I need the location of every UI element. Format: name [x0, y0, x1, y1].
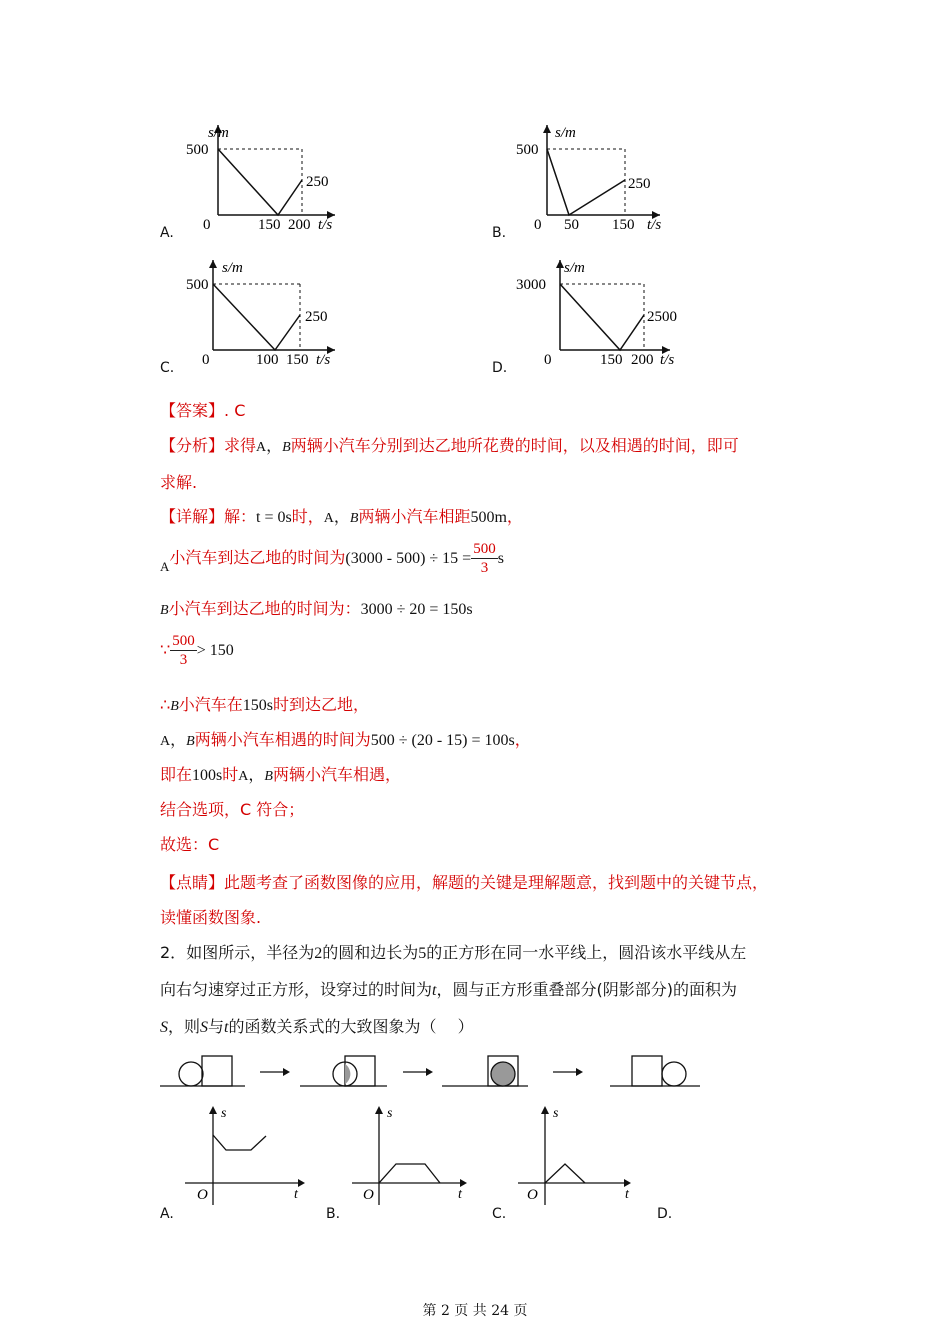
svg-text:s: s [553, 1106, 559, 1121]
s-max: 500 [186, 277, 209, 293]
tick-0: 0 [544, 352, 552, 368]
detail-line-1: 【详解】解：t = 0s时，A，B两辆小汽车相距500m， [160, 507, 523, 526]
arrow-icon [403, 1068, 433, 1076]
s-end: 250 [628, 176, 651, 192]
q1-graphs [150, 115, 750, 380]
s-unit: s/m [555, 125, 576, 141]
tick-1: 50 [564, 217, 579, 233]
arrow-icon [553, 1068, 583, 1076]
tick-1: 150 [258, 217, 281, 233]
s-end: 2500 [647, 309, 677, 325]
s-end: 250 [306, 174, 329, 190]
option-c-label[interactable]: C. [160, 360, 175, 376]
tick-0: 0 [202, 352, 210, 368]
page-footer: 第 2 页 共 24 页 [422, 1303, 528, 1319]
graph-c [186, 260, 335, 368]
svg-text:s: s [387, 1106, 393, 1121]
tick-1: 100 [256, 352, 279, 368]
answer-text: . C [224, 401, 246, 420]
tick-2: 150 [286, 352, 309, 368]
s-unit: s/m [208, 125, 229, 141]
svg-text:O: O [197, 1187, 208, 1203]
detail-line-8: 结合选项，C 符合； [160, 800, 305, 819]
tick-2: 200 [288, 217, 311, 233]
comment-line-1: 【点睛】此题考查了函数图像的应用，解题的关键是理解题意，找到题中的关键节点， [160, 873, 769, 892]
tick-2: 200 [631, 352, 654, 368]
svg-text:t: t [458, 1187, 462, 1202]
q2-graph-a [185, 1106, 305, 1205]
tick-0: 0 [203, 217, 211, 233]
analysis-line-2: 求解. [160, 473, 198, 492]
q2-line-1: 2．如图所示，半径为2的圆和边长为5的正方形在同一水平线上，圆沿该水平线从左 [160, 943, 747, 962]
fraction: $\frac{500}{3}$ [473, 541, 496, 576]
svg-text:O: O [363, 1187, 374, 1203]
q2-line-2: 向右匀速穿过正方形，设穿过的时间为t，圆与正方形重叠部分(阴影部分)的面积为 [160, 980, 737, 999]
option-a-label[interactable]: A. [160, 225, 174, 241]
svg-text:t: t [294, 1187, 298, 1202]
s-unit: s/m [222, 260, 243, 276]
graph-b [516, 125, 661, 233]
s-unit: s/m [564, 260, 585, 276]
tick-2: 150 [612, 217, 635, 233]
graph-d [516, 260, 677, 368]
q2-option-c[interactable]: C. [492, 1206, 507, 1222]
analysis-line: 【分析】求得A，B两辆小汽车分别到达乙地所花费的时间，以及相遇的时间，即可 [160, 436, 739, 455]
stage-4 [610, 1056, 700, 1086]
analysis-tag: 【分析】 [160, 436, 225, 455]
detail-line-6: A，B两辆小汽车相遇的时间为500 ÷ (20 - 15) = 100s， [160, 730, 531, 749]
t-unit: t/s [316, 352, 331, 368]
option-d-label[interactable]: D. [492, 360, 508, 376]
detail-line-3: B小汽车到达乙地的时间为：3000 ÷ 20 = 150s [160, 599, 473, 618]
s-end: 250 [305, 309, 328, 325]
detail-line-2: $_A$小汽车到达乙地的时间为(3000 - 500) ÷ 15 = $\frac{500}{3}$ s [160, 541, 504, 576]
svg-text:O: O [527, 1187, 538, 1203]
detail-line-4: ∵ $\frac{500}{3}$ > 150 [160, 633, 234, 668]
svg-text:t: t [625, 1187, 629, 1202]
detail-line-9: 故选：C [160, 835, 220, 854]
s-max: 500 [186, 142, 209, 158]
tick-0: 0 [534, 217, 542, 233]
answer-tag: 【答案】 [160, 401, 225, 420]
t-unit: t/s [660, 352, 675, 368]
stage-3 [442, 1056, 528, 1086]
q2-line-3: S，则S与t的函数关系式的大致图象为（ ） [160, 1017, 474, 1036]
q2-option-d[interactable]: D. [657, 1206, 673, 1222]
s-max: 3000 [516, 277, 546, 293]
t-unit: t/s [647, 217, 662, 233]
q2-graph-b [352, 1106, 467, 1205]
q2-option-graphs [155, 1100, 675, 1210]
q2-option-a[interactable]: A. [160, 1206, 174, 1222]
option-b-label[interactable]: B. [492, 225, 507, 241]
detail-line-5: ∴B小汽车在150s时到达乙地， [160, 695, 370, 714]
comment-line-2: 读懂函数图象. [160, 908, 262, 927]
s-max: 500 [516, 142, 539, 158]
answer-line [160, 398, 245, 421]
t-unit: t/s [318, 217, 333, 233]
circle-square-sequence [155, 1048, 715, 1093]
detail-line-7: 即在100s时A，B两辆小汽车相遇， [160, 765, 401, 784]
q2-option-b[interactable]: B. [326, 1206, 341, 1222]
arrow-icon [260, 1068, 290, 1076]
stage-1 [160, 1056, 245, 1086]
q2-graph-c [518, 1106, 631, 1205]
stage-2 [300, 1056, 387, 1086]
tick-1: 150 [600, 352, 623, 368]
graph-a [186, 125, 335, 233]
svg-text:s: s [221, 1106, 227, 1121]
